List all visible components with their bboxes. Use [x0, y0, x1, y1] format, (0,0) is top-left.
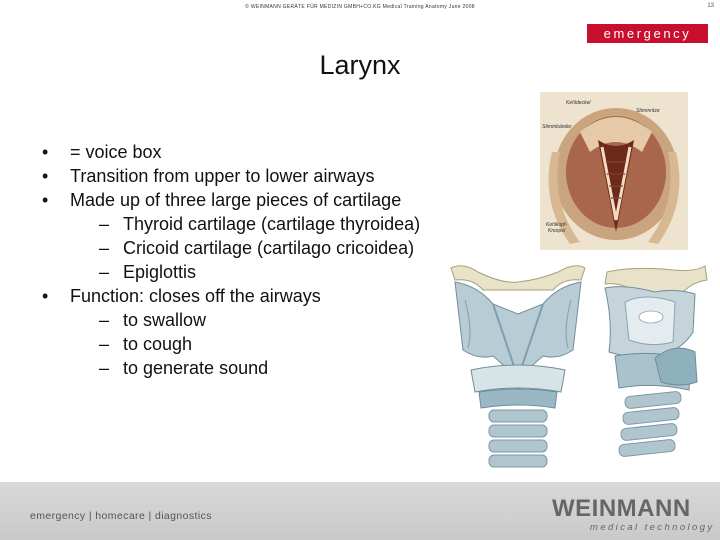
footer-bar	[0, 482, 720, 540]
page-number: 13	[707, 3, 714, 9]
sub-bullet-text: Thyroid cartilage (cartilage thyroidea)	[123, 214, 421, 234]
bullet-text: Made up of three large pieces of cartilage	[70, 190, 402, 210]
sub-bullet-mark: –	[99, 334, 110, 354]
sub-bullet-mark: –	[99, 358, 110, 378]
sub-bullet-mark: –	[99, 238, 110, 258]
svg-text:Knorpel: Knorpel	[548, 228, 566, 234]
sub-bullet-mark: –	[99, 262, 110, 282]
bullet-text: Function: closes off the airways	[70, 286, 321, 306]
bullet-mark: •	[42, 286, 49, 306]
bullet-mark: •	[42, 142, 49, 162]
header-copyright: © WEINMANN GERÄTE FÜR MEDIZIN GMBH+CO.KG Medical Training Anatomy June 2008	[245, 4, 475, 10]
svg-text:Kehlkopf-: Kehlkopf-	[546, 222, 568, 228]
svg-text:Stimmbänder: Stimmbänder	[542, 124, 572, 130]
slide-title: Larynx	[319, 50, 401, 80]
sub-bullet-text: to generate sound	[123, 358, 269, 378]
bullet-item	[42, 284, 462, 308]
bullet-text: = voice box	[70, 142, 162, 162]
sub-bullet-item	[42, 308, 462, 332]
sub-bullet-item	[42, 356, 462, 380]
bullet-list	[42, 140, 462, 380]
sub-bullet-text: to swallow	[123, 310, 207, 330]
bullet-text: Transition from upper to lower airways	[70, 166, 375, 186]
sub-bullet-item	[42, 236, 462, 260]
weinmann-logo: WEINMANN	[552, 495, 691, 522]
bullet-mark: •	[42, 190, 49, 210]
bullet-mark: •	[42, 166, 49, 186]
bullet-item	[42, 140, 462, 164]
sub-bullet-text: Epiglottis	[123, 262, 197, 282]
bullet-item	[42, 188, 462, 212]
bullet-item	[42, 164, 462, 188]
sub-bullet-mark: –	[99, 310, 110, 330]
larynx-interior-illustration	[540, 92, 688, 250]
svg-text:Stimmritze: Stimmritze	[636, 108, 660, 114]
footer-tagline: emergency | homecare | diagnostics	[30, 510, 212, 522]
sub-bullet-text: to cough	[123, 334, 193, 354]
sub-bullet-mark: –	[99, 214, 110, 234]
larynx-front-illustration	[443, 260, 593, 475]
larynx-side-illustration	[595, 262, 713, 467]
sub-bullet-item	[42, 260, 462, 284]
sub-bullet-item	[42, 332, 462, 356]
svg-text:Kehldeckel: Kehldeckel	[566, 100, 591, 106]
sub-bullet-text: Cricoid cartilage (cartilago cricoidea)	[123, 238, 415, 258]
emergency-brand-bar: emergency	[587, 24, 708, 43]
sub-bullet-item	[42, 212, 462, 236]
weinmann-logo-subtitle: medical technology	[590, 522, 715, 533]
